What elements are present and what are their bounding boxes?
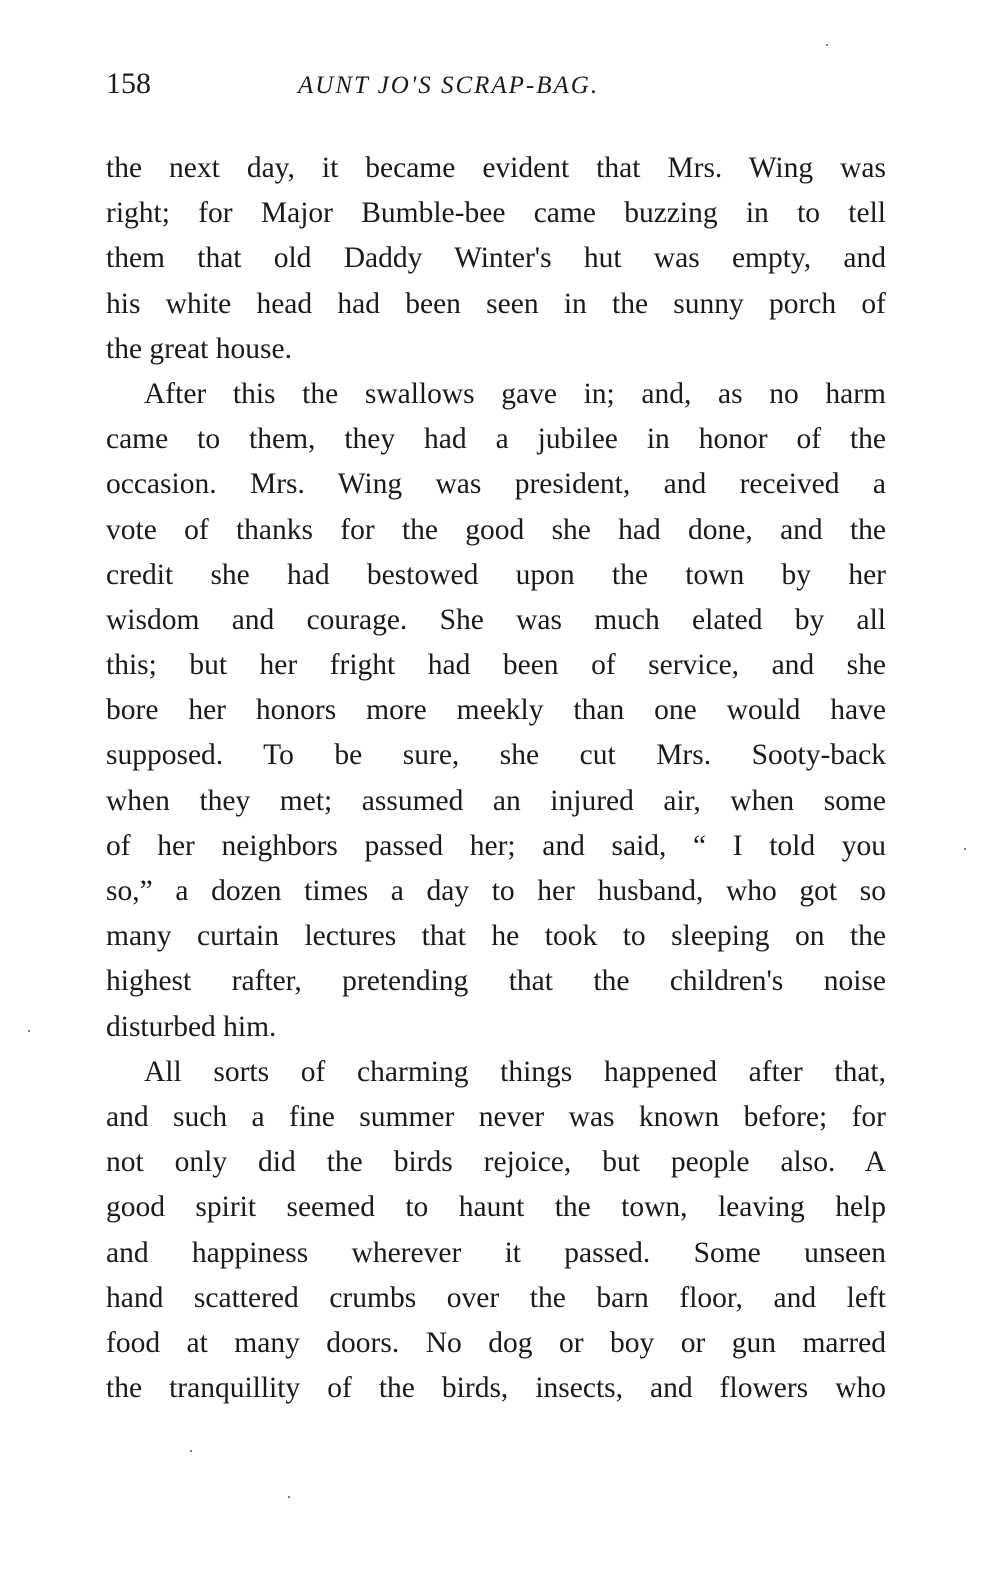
paragraph-2 xyxy=(106,372,886,1050)
paragraph-3 xyxy=(106,1050,886,1412)
scan-speck xyxy=(190,1450,192,1452)
text-line: them that old Daddy Winter's hut was empty, and xyxy=(106,242,886,275)
text-line: highest rafter, pretending that the children's noise xyxy=(106,965,886,998)
text-line: the great house. xyxy=(106,332,292,365)
scan-speck xyxy=(28,1030,30,1032)
page-number: 158 xyxy=(106,67,151,100)
text-line: food at many doors. No dog or boy or gun marred xyxy=(106,1326,886,1359)
text-line: hand scattered crumbs over the barn floor, and left xyxy=(106,1281,886,1314)
text-line: wisdom and courage. She was much elated by all xyxy=(106,603,886,636)
text-line: bore her honors more meekly than one would have xyxy=(106,694,886,727)
text-line: not only did the birds rejoice, but people also. A xyxy=(106,1146,886,1179)
text-line: and happiness wherever it passed. Some unseen xyxy=(106,1236,886,1269)
body-text xyxy=(106,146,886,1411)
text-line: After this the swallows gave in; and, as no harm xyxy=(144,377,886,410)
text-line: this; but her fright had been of service, and she xyxy=(106,649,886,682)
text-line: the tranquillity of the birds, insects, and flowers who xyxy=(106,1372,886,1405)
text-line: many curtain lectures that he took to sleeping on the xyxy=(106,920,886,953)
scan-speck xyxy=(826,44,828,46)
text-line: came to them, they had a jubilee in honor of the xyxy=(106,423,886,456)
text-line: the next day, it became evident that Mrs. Wing was xyxy=(106,152,886,184)
text-line: All sorts of charming things happened after that, xyxy=(144,1055,886,1088)
text-line: credit she had bestowed upon the town by her xyxy=(106,558,886,591)
text-line: his white head had been seen in the sunny porch of xyxy=(106,287,886,320)
text-line: when they met; assumed an injured air, when some xyxy=(106,784,886,817)
text-line: occasion. Mrs. Wing was president, and received a xyxy=(106,468,886,501)
text-line: right; for Major Bumble-bee came buzzing in to tell xyxy=(106,197,886,230)
text-line: vote of thanks for the good she had done, and the xyxy=(106,513,886,546)
scan-speck xyxy=(964,848,966,850)
text-line: supposed. To be sure, she cut Mrs. Sooty-back xyxy=(106,739,886,772)
text-line: disturbed him. xyxy=(106,1010,277,1043)
page-header xyxy=(106,64,886,104)
text-line: and such a fine summer never was known before; for xyxy=(106,1100,886,1133)
text-line: so,” a dozen times a day to her husband, who got so xyxy=(106,875,886,907)
paragraph-1 xyxy=(106,146,886,372)
scan-speck xyxy=(288,1496,290,1498)
text-line: of her neighbors passed her; and said, “ I told you xyxy=(106,829,886,862)
text-line: good spirit seemed to haunt the town, leaving help xyxy=(106,1191,886,1224)
running-title: AUNT JO'S SCRAP-BAG. xyxy=(298,72,600,99)
